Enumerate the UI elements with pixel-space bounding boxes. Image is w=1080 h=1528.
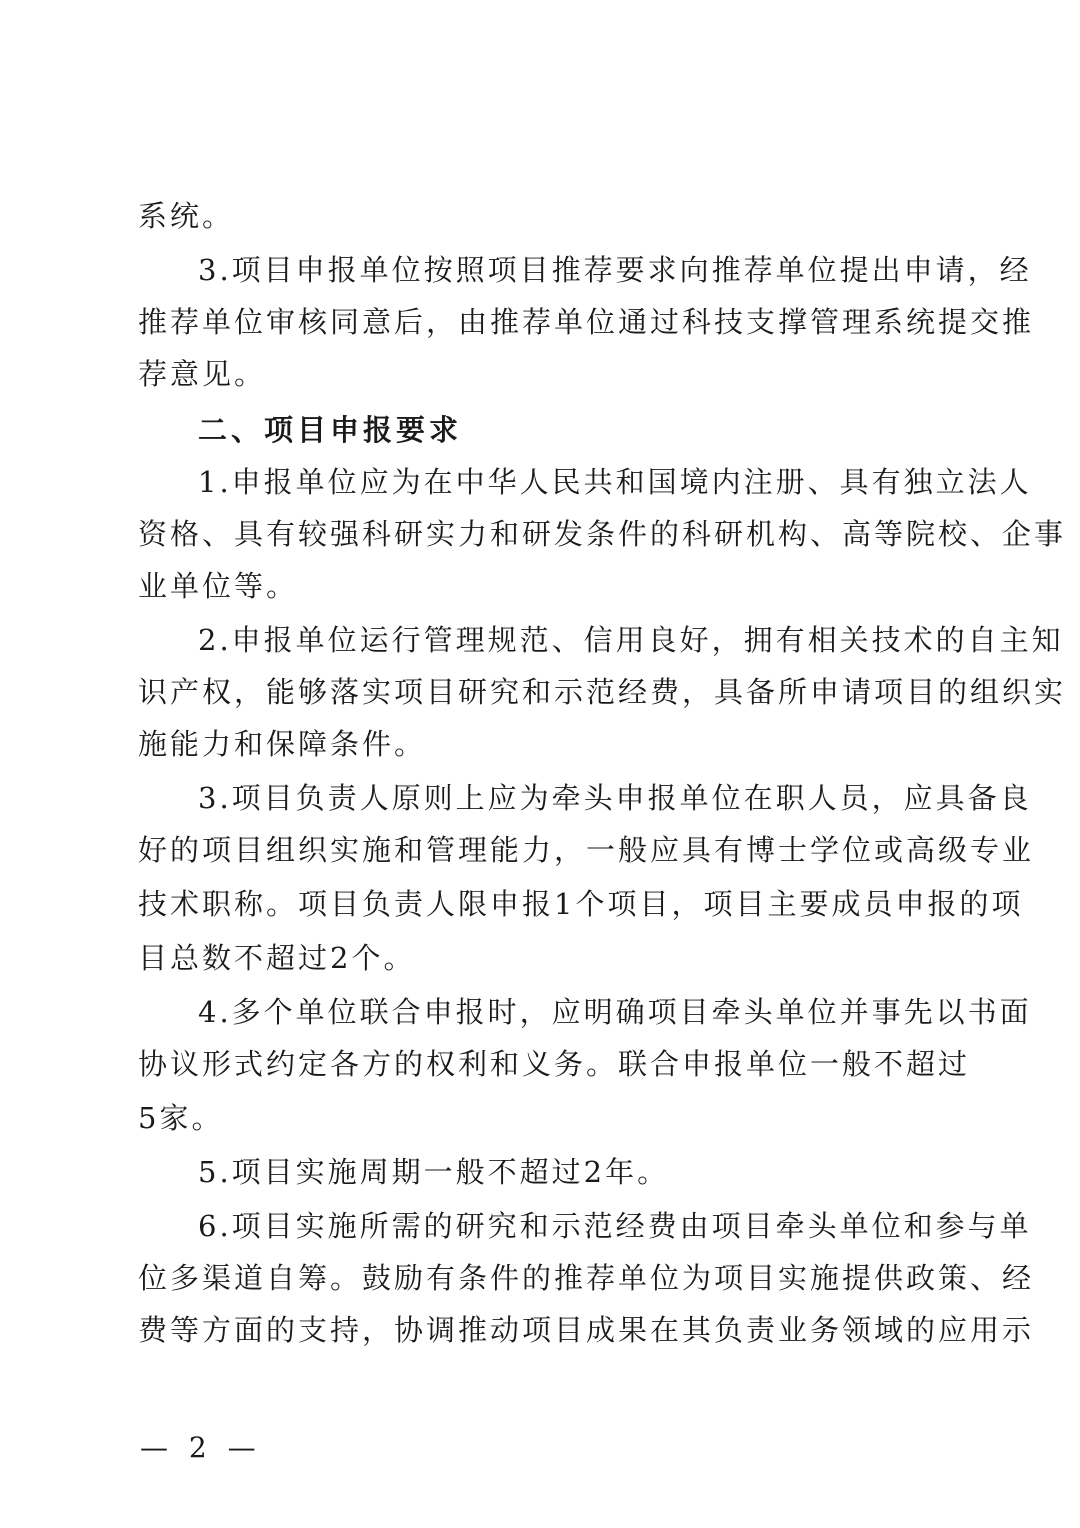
text-line: 推荐单位审核同意后，由推荐单位通过科技支撑管理系统提交推 xyxy=(138,305,1035,339)
text-line: 技术职称。项目负责人限申报1个项目，项目主要成员申报的项 xyxy=(138,887,1024,921)
text-line: 位多渠道自筹。鼓励有条件的推荐单位为项目实施提供政策、经 xyxy=(138,1261,1035,1295)
text-line: 1.申报单位应为在中华人民共和国境内注册、具有独立法人 xyxy=(198,465,1032,499)
text-line: 2.申报单位运行管理规范、信用良好，拥有相关技术的自主知 xyxy=(198,623,1064,657)
text-line: 5家。 xyxy=(138,1101,224,1135)
section-heading: 二、项目申报要求 xyxy=(198,413,463,447)
text-line: 系统。 xyxy=(138,199,235,233)
text-line: 费等方面的支持，协调推动项目成果在其负责业务领域的应用示 xyxy=(138,1313,1035,1347)
text-line: 好的项目组织实施和管理能力，一般应具有博士学位或高级专业 xyxy=(138,833,1035,867)
text-line: 6.项目实施所需的研究和示范经费由项目牵头单位和参与单 xyxy=(198,1209,1032,1243)
text-line: 荐意见。 xyxy=(138,357,267,391)
text-line: 协议形式约定各方的权利和义务。联合申报单位一般不超过 xyxy=(138,1047,971,1081)
text-line: 5.项目实施周期一般不超过2年。 xyxy=(198,1155,670,1189)
text-line: 识产权，能够落实项目研究和示范经费，具备所申请项目的组织实 xyxy=(138,675,1067,709)
text-line: 资格、具有较强科研实力和研发条件的科研机构、高等院校、企事 xyxy=(138,517,1067,551)
text-line: 业单位等。 xyxy=(138,569,299,603)
text-line: 目总数不超过2个。 xyxy=(138,941,416,975)
text-line: 3.项目申报单位按照项目推荐要求向推荐单位提出申请，经 xyxy=(198,253,1032,287)
text-line: 4.多个单位联合申报时，应明确项目牵头单位并事先以书面 xyxy=(198,995,1032,1029)
text-line: 施能力和保障条件。 xyxy=(138,727,427,761)
text-line: 3.项目负责人原则上应为牵头申报单位在职人员，应具备良 xyxy=(198,781,1032,815)
page-number: — 2 — xyxy=(140,1431,262,1464)
